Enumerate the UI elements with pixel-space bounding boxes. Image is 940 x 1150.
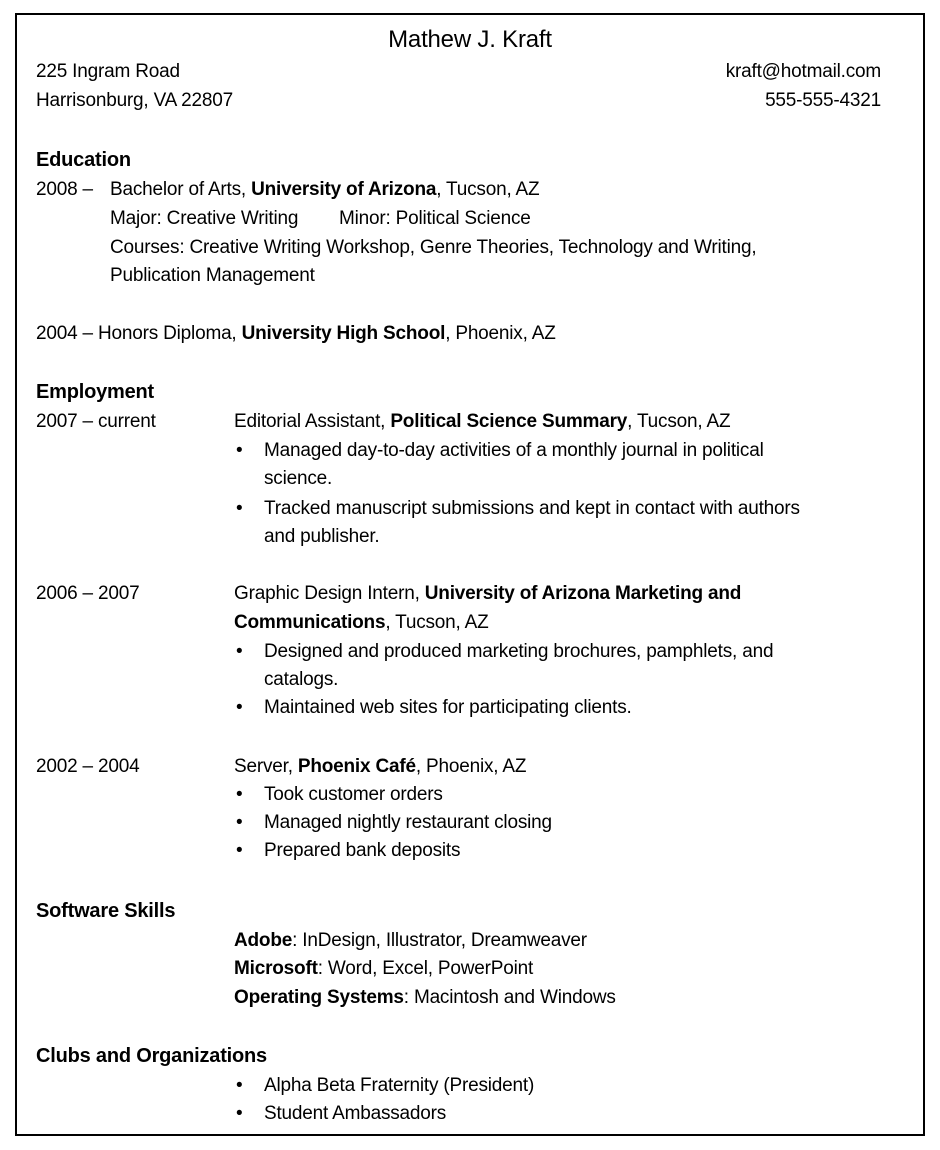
education-entry: 2004 – Honors Diploma, University High School, Phoenix, AZ [36, 323, 556, 344]
job-bullet: Tracked manuscript submissions and kept in contact with authors [264, 498, 800, 519]
school-name: University High School [241, 323, 446, 344]
bullet-icon: • [236, 1075, 243, 1096]
job-employer-cont: Communications, Tucson, AZ [234, 612, 489, 633]
club-item: Student Ambassadors [264, 1103, 447, 1124]
resume-page [15, 13, 925, 1136]
job-bullet-cont: science. [264, 468, 333, 489]
courses-line-1: Courses: Creative Writing Workshop, Genre Theories, Technology and Writing, [110, 237, 757, 258]
school-name: University of Arizona [251, 179, 437, 200]
address-line-2: Harrisonburg, VA 22807 [36, 90, 233, 111]
bullet-icon: • [236, 784, 243, 805]
employment-heading: Employment [36, 381, 155, 403]
employer-name: Phoenix Café [297, 756, 416, 777]
education-year: 2004 – [36, 323, 93, 344]
candidate-name: Mathew J. Kraft [388, 26, 552, 53]
job-title: Editorial Assistant, Political Science Summary, Tucson, AZ [234, 411, 731, 432]
education-heading: Education [36, 149, 131, 171]
job-bullet: Managed nightly restaurant closing [264, 812, 552, 833]
job-bullet: Prepared bank deposits [264, 840, 461, 861]
education-year: 2008 – [36, 179, 93, 200]
job-bullet: Took customer orders [264, 784, 443, 805]
employer-name: University of Arizona Marketing and [424, 583, 742, 604]
bullet-icon: • [236, 498, 243, 519]
skills-heading: Software Skills [36, 900, 176, 922]
job-dates: 2007 – current [36, 411, 156, 432]
bullet-icon: • [236, 840, 243, 861]
job-dates: 2006 – 2007 [36, 583, 140, 604]
major: Major: Creative Writing [110, 208, 299, 229]
skill-item: Adobe: InDesign, Illustrator, Dreamweaver [234, 930, 587, 951]
phone: 555-555-4321 [765, 90, 881, 111]
email: kraft@hotmail.com [725, 61, 881, 82]
courses-line-2: Publication Management [110, 265, 315, 286]
job-bullet-cont: catalogs. [264, 669, 339, 690]
job-title: Graphic Design Intern, University of Arizona Marketing and [234, 583, 742, 604]
employer-name: Political Science Summary [390, 411, 628, 432]
job-bullet: Designed and produced marketing brochures, pamphlets, and [264, 641, 774, 662]
club-item: Alpha Beta Fraternity (President) [264, 1075, 535, 1096]
job-title: Server, Phoenix Café, Phoenix, AZ [234, 756, 527, 777]
job-dates: 2002 – 2004 [36, 756, 140, 777]
job-bullet: Managed day-to-day activities of a monthly journal in political [264, 440, 764, 461]
clubs-heading: Clubs and Organizations [36, 1045, 267, 1067]
bullet-icon: • [236, 440, 243, 461]
bullet-icon: • [236, 697, 243, 718]
bullet-icon: • [236, 1103, 243, 1124]
education-entry: Bachelor of Arts, University of Arizona, Tucson, AZ [110, 179, 540, 200]
skill-item: Operating Systems: Macintosh and Windows [234, 987, 616, 1008]
skill-item: Microsoft: Word, Excel, PowerPoint [234, 958, 534, 979]
job-bullet-cont: and publisher. [264, 526, 380, 547]
address-line-1: 225 Ingram Road [36, 61, 180, 82]
minor: Minor: Political Science [339, 208, 531, 229]
bullet-icon: • [236, 812, 243, 833]
job-bullet: Maintained web sites for participating clients. [264, 697, 632, 718]
bullet-icon: • [236, 641, 243, 662]
